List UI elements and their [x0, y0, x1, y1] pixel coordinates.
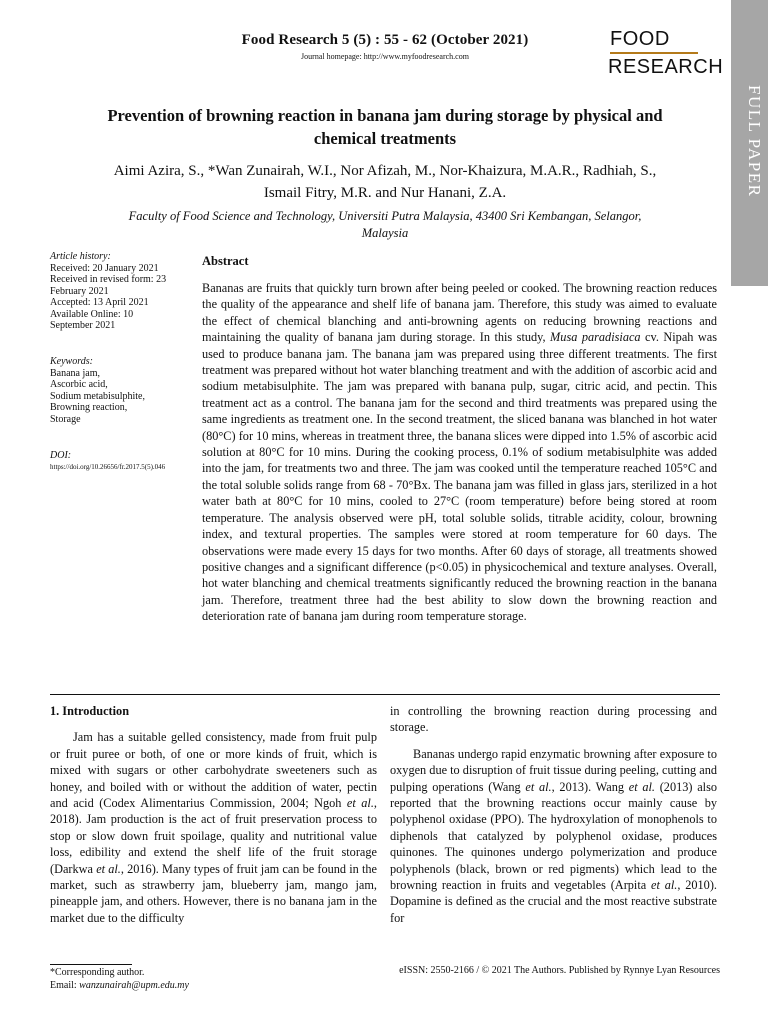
keyword-item: Storage	[50, 413, 81, 425]
affiliation	[60, 208, 710, 242]
email-line	[50, 979, 189, 992]
keyword-item: Banana jam,	[50, 367, 100, 379]
keyword-item: Browning reaction,	[50, 402, 128, 413]
full-paper-label: FULL PAPER	[745, 85, 764, 198]
eissn-copyright: eISSN: 2550-2166 / © 2021 The Authors. Published by Rynnye Lyan Resources	[399, 965, 720, 976]
intro-paragraph-1	[50, 729, 377, 926]
history-line: February 2021	[50, 285, 109, 297]
article-history	[50, 251, 195, 332]
text-run: (2013) also reported that the browning reactions occur mainly cause by polyphenol oxidase (PPO). The hydroxylation of monophenols to diphenols that catalyzed by polyphenol oxidase, produces quinones. The quinones undergo polymerization and produce polyphenols (black, brown or red pigments) which lead to the browning reaction in fruits and vegetables (Arpita	[390, 779, 718, 893]
corresponding-label: *Corresponding author.	[50, 967, 145, 978]
doi-link[interactable]: https://doi.org/10.26656/fr.2017.5(5).046	[50, 462, 166, 471]
journal-citation: Food Research 5 (5) : 55 - 62 (October 2021)	[241, 32, 529, 48]
article-history-label: Article history:	[50, 251, 111, 262]
et-al: et al.	[96, 861, 121, 876]
authors-line-1: Aimi Azira, S., *Wan Zunairah, W.I., Nor Afizah, M., Nor-Khaizura, M.A.R., Radhiah, S.,	[113, 163, 657, 179]
intro-column-right	[390, 703, 717, 936]
intro-paragraph-1-continued: in controlling the browning reaction during processing and storage.	[390, 704, 717, 735]
species-name: Musa paradisiaca	[550, 330, 641, 345]
text-run: , 2013). Wang	[551, 779, 629, 794]
title-line-1: Prevention of browning reaction in banana jam during storage by physical and	[107, 106, 663, 125]
history-line: Available Online: 10	[50, 308, 134, 320]
abstract-part-1: Bananas are fruits that quickly turn brown after being peeled or cooked. The browning reaction reduces the quality of the appearance and shelf life of banana jam. Therefore, this study was aimed to evaluate the effect of chemical blanching and anti-browning agents on reducing browning reactions and maintaining the quality of banana jam during storage. In this study,	[202, 281, 717, 345]
history-line: Received in revised form: 23	[50, 274, 167, 285]
doi-block	[50, 450, 195, 473]
text-run: Jam has a suitable gelled consistency, made from fruit pulp or fruit puree or both, of one or more kinds of fruit, which is mixed with sugars or other carbohydrate sweeteners such as honey, and boiled with or without the addition of water, pectin and acid (Codex Alimentarius Commission, 2004; Ngoh	[50, 730, 377, 811]
et-al: et al.	[628, 779, 655, 794]
affiliation-line-1: Faculty of Food Science and Technology, Universiti Putra Malaysia, 43400 Sri Kembangan, Selangor,	[128, 209, 642, 223]
text-run: , 2018). Jam production is the act of fruit preservation process to stop or slow down fruit spoilage, quality and nutritional value loss, edibility and extend the shelf life of the fruit storage (Darkwa	[50, 796, 377, 876]
intro-column-left	[50, 703, 377, 936]
et-al: et al.	[346, 796, 374, 811]
journal-homepage[interactable]: Journal homepage: http://www.myfoodresearch.com	[301, 52, 469, 61]
keyword-item: Sodium metabisulphite,	[50, 390, 145, 402]
logo-food-text: FOOD	[610, 28, 670, 50]
keywords-label: Keywords:	[50, 356, 93, 367]
abstract-text	[202, 280, 717, 625]
keywords-block	[50, 356, 195, 425]
title-line-2: chemical treatments	[313, 129, 457, 148]
abstract-part-2: cv. Nipah was used to produce banana jam. The banana jam was prepared using three different treatments. The first treatment was prepared without hot water blanching treatment and with the addition of ascorbic acid and sodium metabisulphite. The jam was prepared with banana pulp, sugar, citric acid, and pectin. This treatment act as a control. The banana jam for the second and third treatments was prepared using the same ingredients as treatment one. In the second treatment, the sliced banana was blanched in hot water (80°C) for 10 mins, whereas in treatment three, the banana slices were dipped into 1.5% of ascorbic acid solution at 80°C for 10 mins. During the cooking process, 0.1% of sodium metabisulphite was added into the jam, for treatments two and three. The jam was cooked until the temperature reached 105°C and the total soluble solids range from 68 - 70°Bx. The banana jam was filled in glass jars, sterilized in a hot water bath at 80°C for 10 mins, cooled to 27°C (room temperature) before being stored at room temperature. The analysis observed were pH, total soluble solids, titrable acidity, colour, browning index, and textural properties. The samples were stored at room temperature for 60 days. The observations were made every 15 days for two months. After 60 days of storage, all treatments showed positive changes and a significant difference (p<0.05) in physicochemical and texture analyses. Overall, hot water blanching and chemical treatments significantly reduced the browning reaction in the banana jam. Therefore, treatment three had the best ability to slow down the browning reaction and deterioration rate of banana jam during room temperature storage.	[202, 330, 718, 624]
history-line: September 2021	[50, 320, 116, 331]
footnote-rule	[50, 964, 132, 965]
text-run: , 2010). Dopamine is defined as the crucial and the most reactive substrate for	[390, 878, 717, 925]
email-label: Email:	[50, 980, 80, 991]
affiliation-line-2: Malaysia	[361, 226, 409, 240]
email-link[interactable]: wanzunairah@upm.edu.my	[79, 980, 189, 991]
corresponding-author-footnote	[50, 966, 189, 992]
abstract-heading: Abstract	[202, 254, 249, 268]
history-line: Received: 20 January 2021	[50, 262, 159, 274]
history-line: Accepted: 13 April 2021	[50, 297, 149, 308]
logo-research-text: RESEARCH	[608, 56, 724, 78]
full-paper-tab	[731, 0, 768, 286]
authors-line-2: Ismail Fitry, M.R. and Nur Hanani, Z.A.	[263, 185, 507, 201]
logo-divider	[610, 52, 698, 54]
introduction-heading: 1. Introduction	[50, 704, 130, 718]
et-al: et al.	[651, 878, 678, 893]
section-divider	[50, 694, 720, 695]
et-al: et al.	[525, 779, 552, 794]
text-run: Bananas undergo rapid enzymatic browning after exposure to oxygen due to disruption of fruit tissue during peeling, cutting and pulping operations (Wang	[390, 746, 717, 794]
text-run: , 2016). Many types of fruit jam can be found in the market, such as strawberry jam, blueberry jam, mango jam, pineapple jam, and others. However, there is no banana jam in the market due to the difficulty	[50, 861, 377, 925]
doi-label: DOI:	[50, 450, 72, 461]
keyword-item: Ascorbic acid,	[50, 379, 108, 390]
intro-paragraph-2	[390, 746, 717, 926]
author-list	[60, 160, 710, 204]
paper-title	[60, 104, 710, 150]
